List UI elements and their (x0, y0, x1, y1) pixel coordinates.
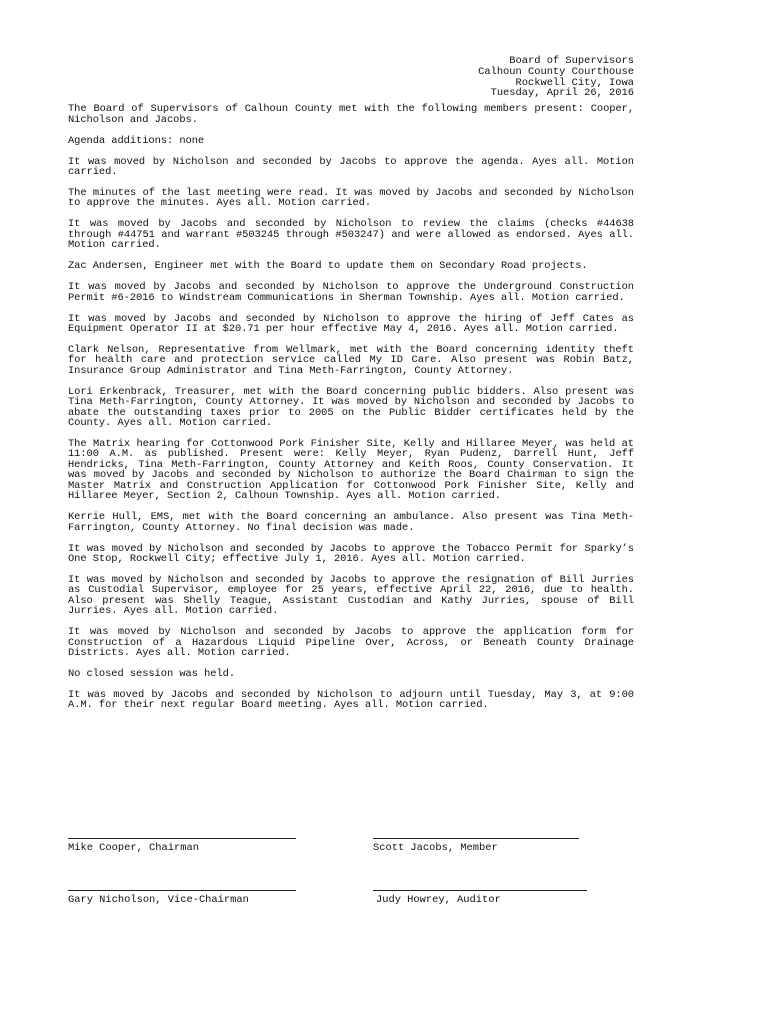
signature-chairman (68, 832, 296, 854)
paragraph-adjourn: It was moved by Jacobs and seconded by Nicholson to adjourn until Tuesday, May 3, at 9:00 A.M. for their next regular Board meeting. Ayes all. Motion carried. (68, 688, 634, 712)
signature-name: Gary Nicholson, Vice-Chairman (68, 894, 249, 906)
paragraph-attendance: The Board of Supervisors of Calhoun County met with the following members present: Cooper, Nicholson and Jacobs. (68, 103, 634, 126)
signature-vice-chairman (68, 884, 296, 906)
signature-member (373, 832, 579, 854)
paragraph-approve-minutes: The minutes of the last meeting were read. It was moved by Jacobs and seconded by Nicholson to approve the minutes. Ayes all. Motion carried. (68, 187, 634, 210)
signature-line (373, 884, 587, 891)
paragraph-treasurer: Lori Erkenbrack, Treasurer, met with the Board concerning public bidders. Also present was Tina Meth-Farrington, County Attorney. It was moved by Nicholson and seconded by Jacobs to abate the outstanding taxes prior to 2005 on the Public Bidder certificates held by the County. Ayes all. Motion carried. (68, 385, 634, 430)
paragraph-closed-session: No closed session was held. (68, 667, 236, 680)
paragraph-engineer: Zac Andersen, Engineer met with the Board to update them on Secondary Road projects. (68, 260, 588, 273)
paragraph-pipeline: It was moved by Nicholson and seconded by Jacobs to approve the application form for Construction of a Hazardous Liquid Pipeline Over, Across, or Beneath County Drainage Districts. Ayes all. Motion carried. (68, 626, 634, 659)
signature-auditor (373, 884, 587, 906)
paragraph-matrix-hearing: The Matrix hearing for Cottonwood Pork Finisher Site, Kelly and Hillaree Meyer, was held at 11:00 A.M. as published. Present were: Kelly Meyer, Ryan Pudenz, Darrell Hunt, Jeff Hendricks, Tina Meth-Farrington, County Attorney and Keith Roos, County Conservation. It was moved by Jacobs and seconded by Nicholson to authorize the Board Chairman to sign the Master Matrix and Construction Application for Cottonwood Pork Finisher Site, Kelly and Hillaree Meyer, Section 2, Calhoun Township. Ayes all. Motion carried. (68, 438, 634, 503)
header-courthouse: Calhoun County Courthouse (478, 65, 634, 78)
header-location: Rockwell City, Iowa (515, 76, 634, 89)
paragraph-agenda-additions: Agenda additions: none (68, 134, 205, 147)
paragraph-construction-permit: It was moved by Jacobs and seconded by Nicholson to approve the Underground Construction Permit #6-2016 to Windstream Communications in Sherman Township. Ayes all. Motion carried. (68, 281, 634, 304)
document-header (68, 56, 634, 99)
minutes-body (68, 104, 634, 711)
paragraph-approve-agenda: It was moved by Nicholson and seconded by Jacobs to approve the agenda. Ayes all. Motion carried. (68, 155, 634, 178)
paragraph-claims: It was moved by Jacobs and seconded by Nicholson to review the claims (checks #44638 through #44751 and warrant #503245 through #503247) and were allowed as endorsed. Ayes all. Motion carried. (68, 218, 634, 252)
signature-name: Mike Cooper, Chairman (68, 842, 199, 854)
signature-line (68, 884, 296, 891)
header-board-name: Board of Supervisors (509, 55, 634, 67)
signature-name: Scott Jacobs, Member (373, 842, 498, 854)
paragraph-ems: Kerrie Hull, EMS, met with the Board concerning an ambulance. Also present was Tina Meth-Farrington, County Attorney. No final decision was made. (68, 511, 634, 534)
paragraph-hiring: It was moved by Jacobs and seconded by Nicholson to approve the hiring of Jeff Cates as Equipment Operator II at $20.71 per hour effective May 4, 2016. Ayes all. Motion carried. (68, 312, 634, 336)
signature-line (68, 832, 296, 839)
paragraph-tobacco-permit: It was moved by Nicholson and seconded by Jacobs to approve the Tobacco Permit for Sparky’s One Stop, Rockwell City; effective July 1, 2016. Ayes all. Motion carried. (68, 542, 634, 565)
paragraph-wellmark: Clark Nelson, Representative from Wellmark, met with the Board concerning identity theft for health care and protection service called My ID Care. Also present was Robin Batz, Insurance Group Administrator and Tina Meth-Farrington, County Attorney. (68, 344, 634, 377)
paragraph-resignation: It was moved by Nicholson and seconded by Jacobs to approve the resignation of Bill Jurries as Custodial Supervisor, employee for 25 years, effective April 22, 2016, due to health. Also present was Shelly Teague, Assistant Custodian and Kathy Jurries, spouse of Bill Jurries. Ayes all. Motion carried. (68, 573, 634, 618)
signature-name: Judy Howrey, Auditor (376, 894, 501, 906)
signature-line (373, 832, 579, 839)
header-date: Tuesday, April 26, 2016 (490, 87, 634, 100)
minutes-document (68, 56, 634, 721)
